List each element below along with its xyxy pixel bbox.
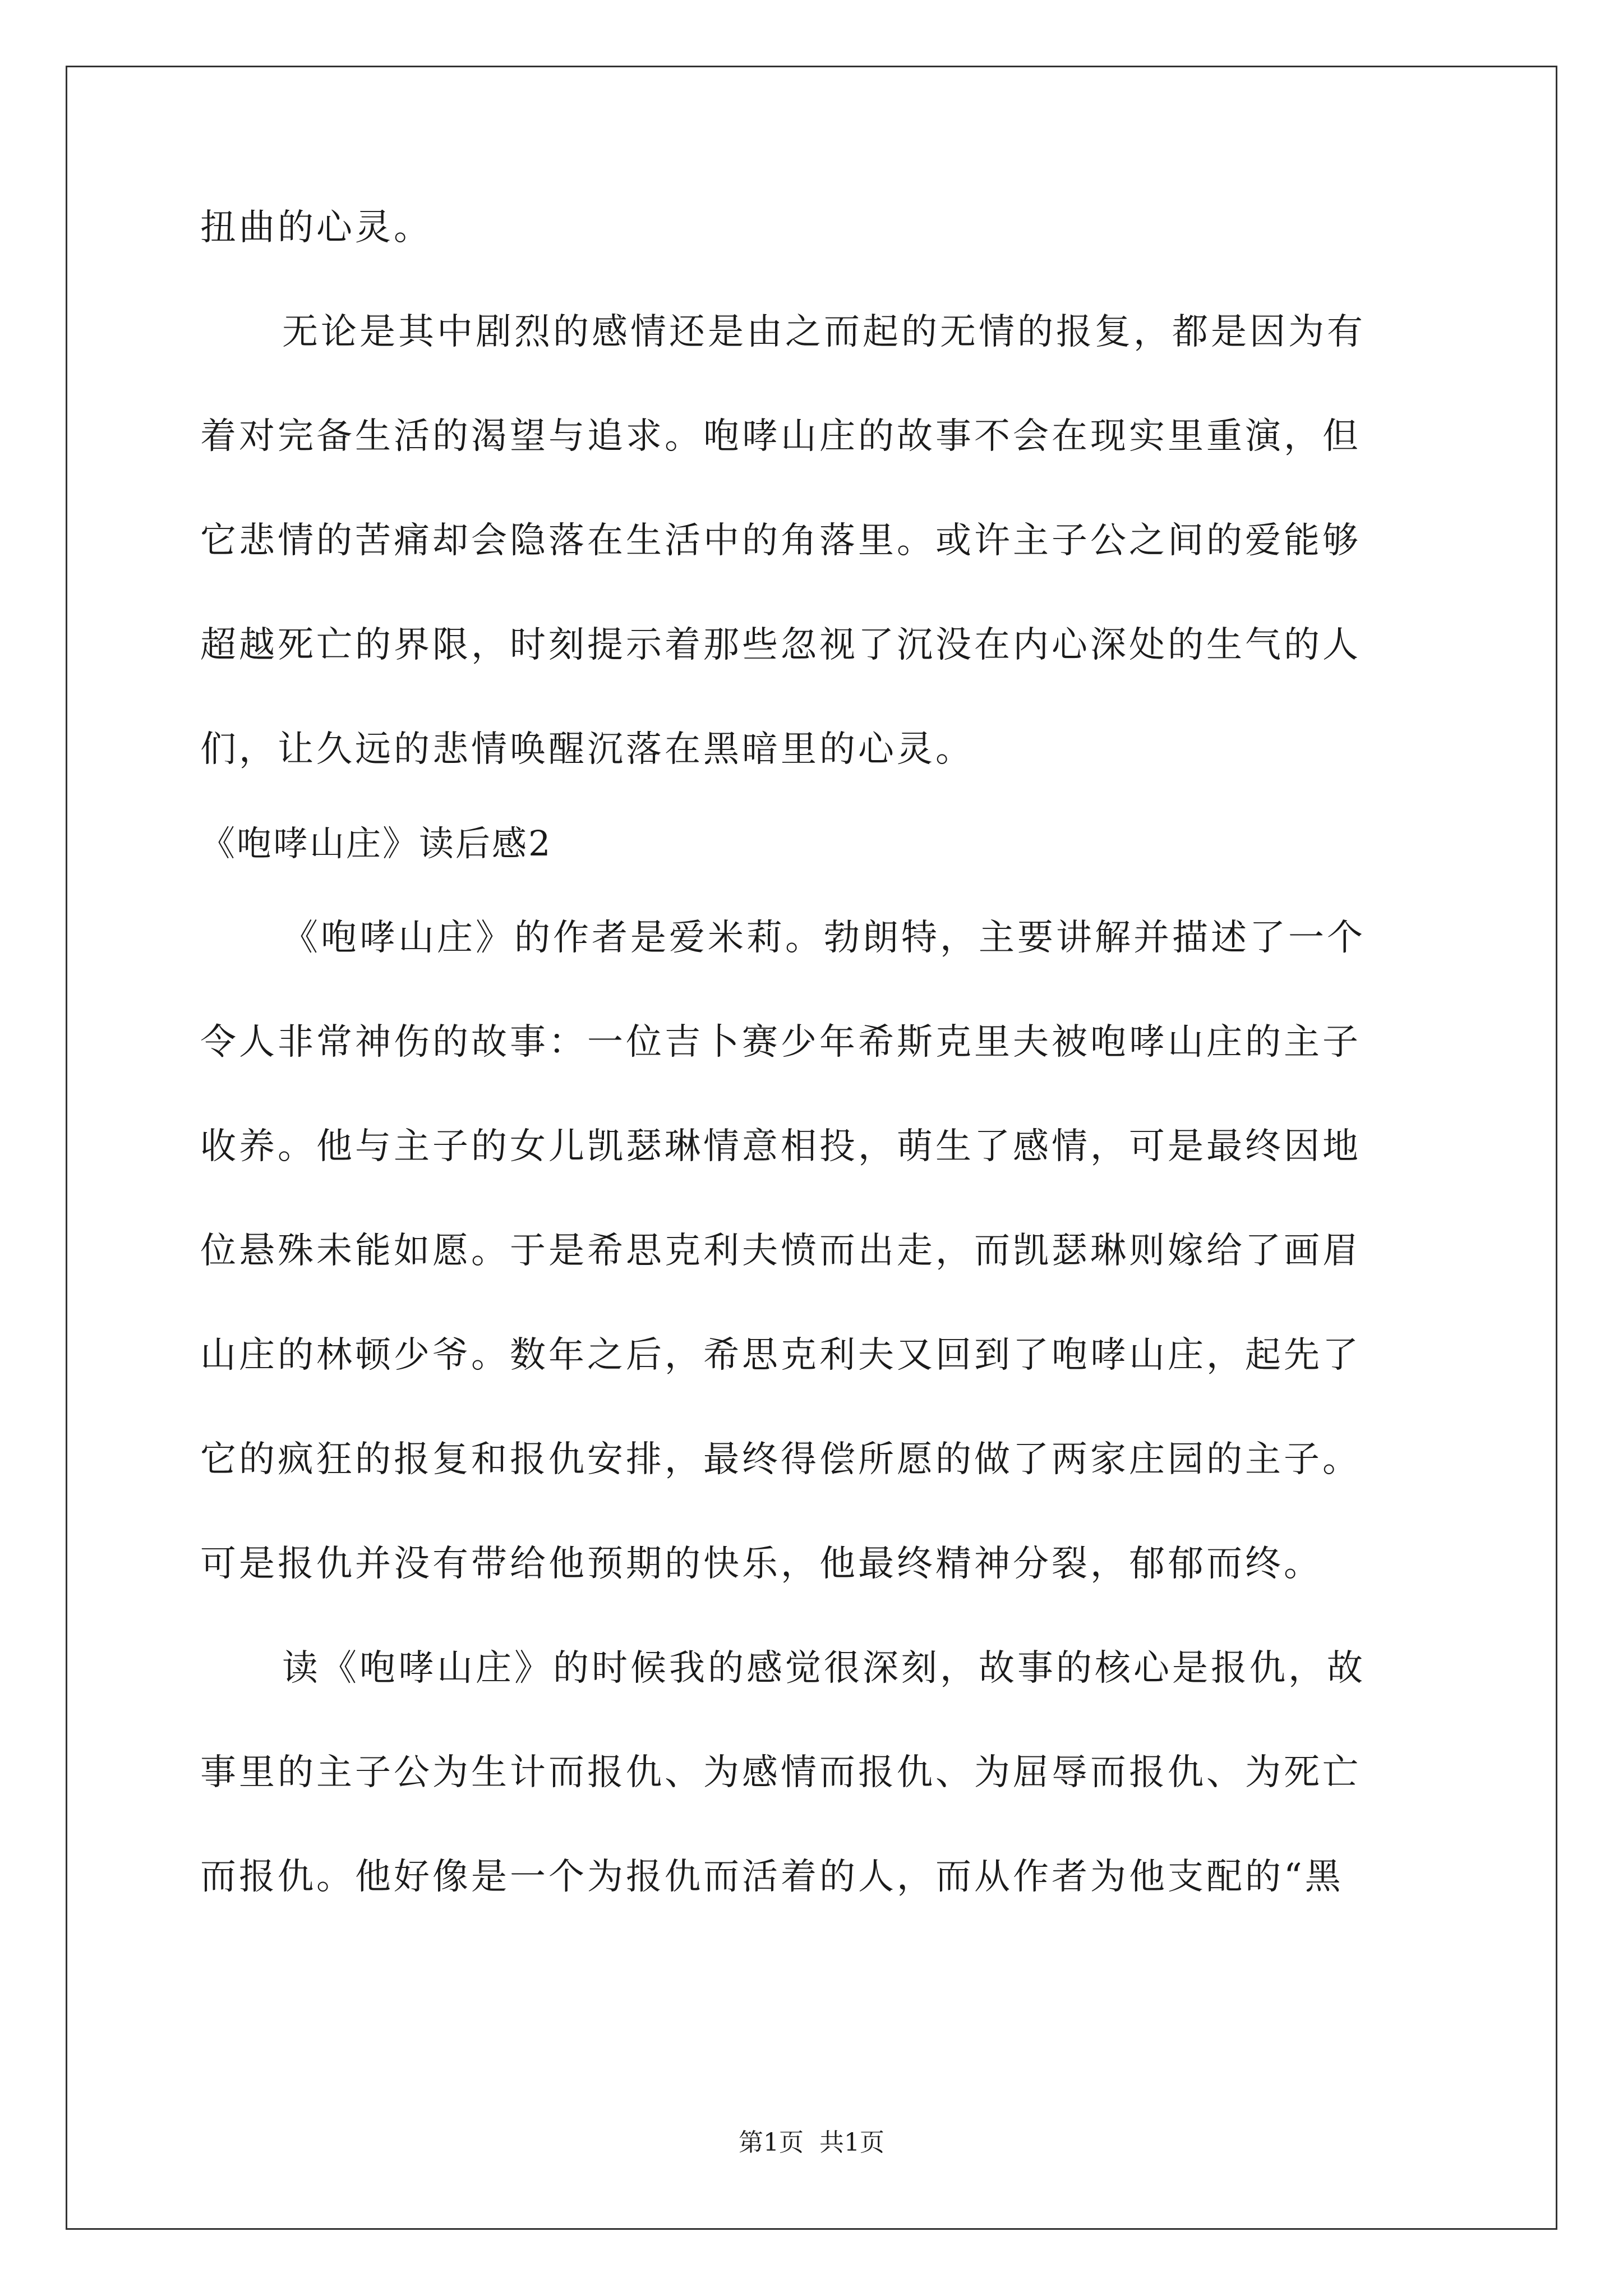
section-title: 《咆哮山庄》读后感2 xyxy=(200,823,552,864)
text-line: 可是报仇并没有带给他预期的快乐，他最终精神分裂，郁郁而终。 xyxy=(200,1543,1322,1585)
text-line: 它悲情的苦痛却会隐落在生活中的角落里。或许主子公之间的爱能够 xyxy=(200,520,1361,562)
text-line: 事里的主子公为生计而报仇、为感情而报仇、为屈辱而报仇、为死亡 xyxy=(200,1752,1361,1793)
paragraph-start-line: 无论是其中剧烈的感情还是由之而起的无情的报复，都是因为有 xyxy=(282,311,1366,353)
page-footer xyxy=(0,2129,1623,2157)
page-number: 第1页 xyxy=(739,2128,804,2157)
text-line: 扭曲的心灵。 xyxy=(200,207,432,249)
text-line: 着对完备生活的渴望与追求。咆哮山庄的故事不会在现实里重演，但 xyxy=(200,416,1361,457)
document-body xyxy=(200,208,1428,1897)
text-line: 收养。他与主子的女儿凯瑟琳情意相投，萌生了感情，可是最终因地 xyxy=(200,1126,1361,1167)
paragraph-start-line: 《咆哮山庄》的作者是爱米莉。勃朗特，主要讲解并描述了一个 xyxy=(282,917,1366,959)
text-line: 们，让久远的悲情唤醒沉落在黑暗里的心灵。 xyxy=(200,729,974,770)
page-total: 共1页 xyxy=(819,2128,884,2157)
text-line: 它的疯狂的报复和报仇安排，最终得偿所愿的做了两家庄园的主子。 xyxy=(200,1439,1361,1480)
paragraph-start-line: 读《咆哮山庄》的时候我的感觉很深刻，故事的核心是报仇，故 xyxy=(282,1648,1366,1689)
text-line: 超越死亡的界限，时刻提示着那些忽视了沉没在内心深处的生气的人 xyxy=(200,624,1361,666)
text-line: 令人非常神伤的故事：一位吉卜赛少年希斯克里夫被咆哮山庄的主子 xyxy=(200,1022,1361,1063)
text-line: 山庄的林顿少爷。数年之后，希思克利夫又回到了咆哮山庄，起先了 xyxy=(200,1335,1361,1376)
text-line: 而报仇。他好像是一个为报仇而活着的人，而从作者为他支配的“黑 xyxy=(200,1856,1344,1898)
text-line: 位悬殊未能如愿。于是希思克利夫愤而出走，而凯瑟琳则嫁给了画眉 xyxy=(200,1230,1361,1272)
